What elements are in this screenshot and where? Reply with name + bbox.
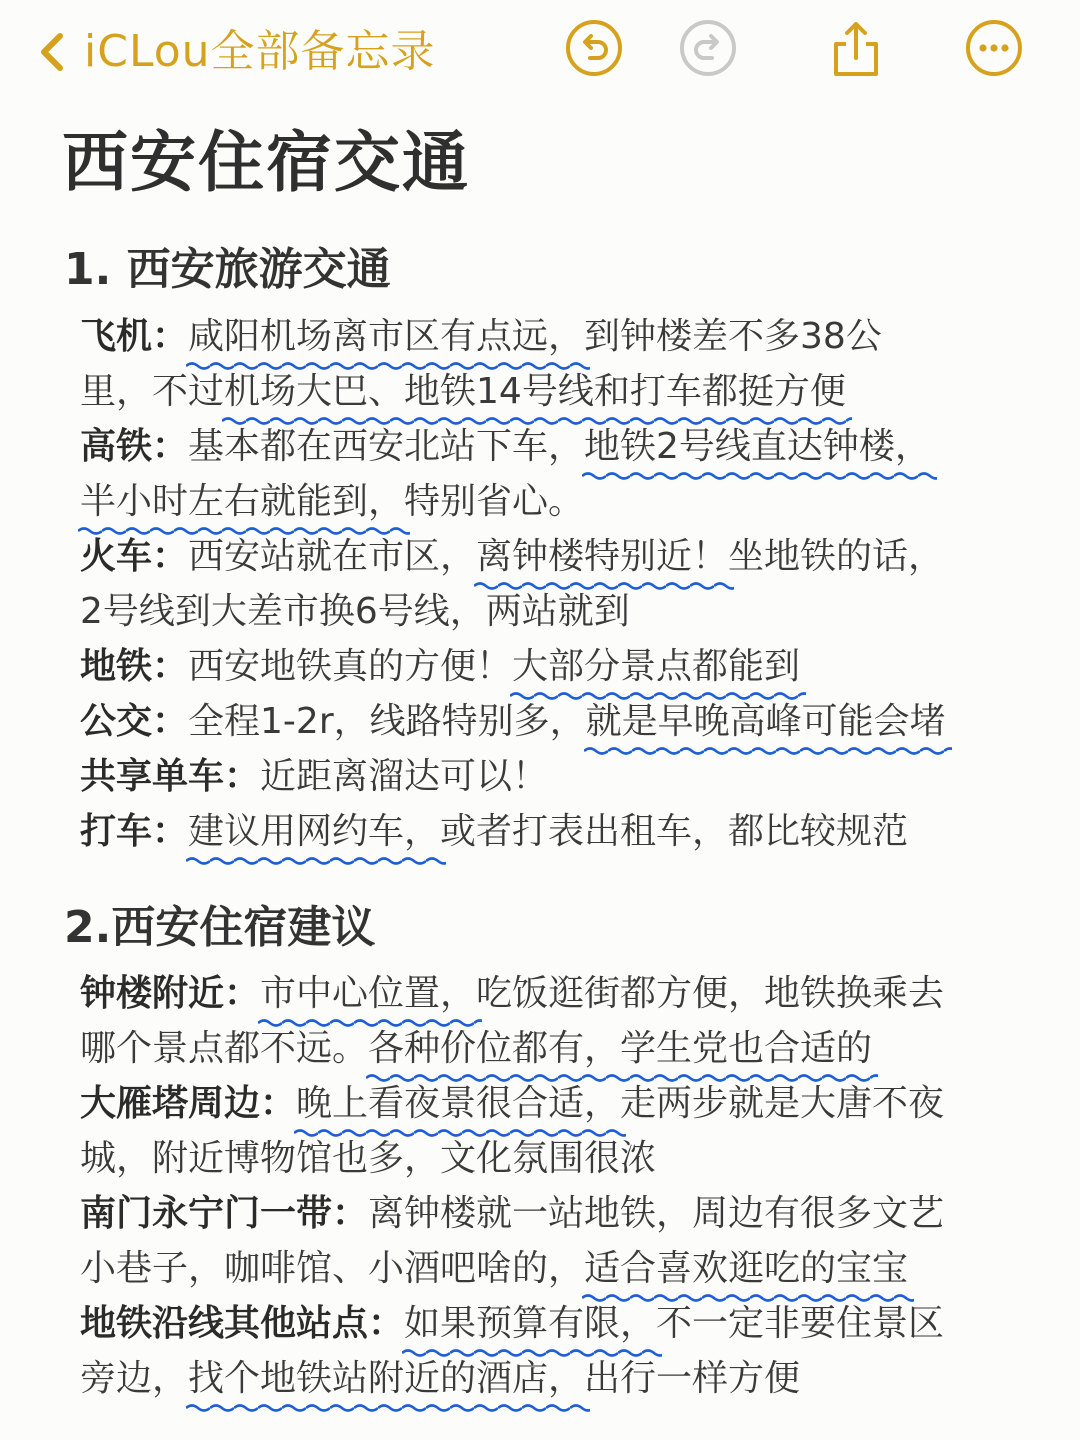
toolbar bbox=[0, 0, 1080, 110]
line-text: 出行一样方便 bbox=[584, 1358, 801, 1399]
line-label: 南门永宁门一带： bbox=[80, 1193, 369, 1234]
line-text: 吃饭逛街都方便，地铁换乘去 bbox=[476, 973, 945, 1014]
line-label: 火车： bbox=[80, 536, 189, 577]
note-line bbox=[80, 1080, 944, 1128]
underlined-text: 如果预算有限， bbox=[404, 1300, 656, 1348]
line-text: 西安站就在市区， bbox=[188, 536, 477, 577]
line-label: 地铁沿线其他站点： bbox=[80, 1303, 405, 1344]
underlined-text: 市中心位置， bbox=[260, 970, 476, 1018]
underlined-text: 咸阳机场离市区有点远， bbox=[188, 313, 584, 361]
note-line bbox=[80, 1355, 800, 1403]
line-text: 里，不过 bbox=[80, 371, 225, 412]
line-text: 特别省心。 bbox=[404, 481, 585, 522]
section-heading-lodging: 2.西安住宿建议 bbox=[64, 902, 376, 953]
note-line bbox=[80, 698, 946, 746]
note-title: 西安住宿交通 bbox=[62, 124, 470, 201]
chevron-left-icon bbox=[30, 22, 82, 82]
note-line bbox=[80, 808, 908, 856]
line-label: 高铁： bbox=[80, 426, 189, 467]
line-text: 离钟楼就一站地铁，周边有很多文艺 bbox=[368, 1193, 945, 1234]
note-line bbox=[80, 313, 882, 361]
line-label: 地铁： bbox=[80, 646, 189, 687]
underlined-text: 适合喜欢逛吃的宝宝 bbox=[584, 1245, 908, 1293]
underlined-text: 地铁2号线直达钟楼， bbox=[584, 423, 931, 471]
underlined-text: 离钟楼特别近！ bbox=[476, 533, 728, 581]
underlined-text: 就是早晚高峰可能会堵 bbox=[586, 698, 946, 746]
line-text: 坐地铁的话， bbox=[728, 536, 945, 577]
underlined-text: 找个地铁站附近的酒店， bbox=[188, 1355, 584, 1403]
line-text: 2号线到大差市换6号线，两站就到 bbox=[80, 591, 630, 632]
underlined-text: 建议用网约车， bbox=[188, 808, 440, 856]
note-line bbox=[80, 1190, 944, 1238]
redo-icon[interactable] bbox=[678, 18, 738, 78]
note-line bbox=[80, 1300, 944, 1348]
share-icon[interactable] bbox=[826, 18, 886, 78]
underlined-text: 半小时左右就能到， bbox=[80, 478, 404, 526]
underlined-text: 机场大巴、地铁14号线和打车都挺方便 bbox=[224, 368, 846, 416]
note-line bbox=[80, 368, 846, 416]
line-text: 走两步就是大唐不夜 bbox=[620, 1083, 945, 1124]
line-text: 基本都在西安北站下车， bbox=[188, 426, 585, 467]
note-line bbox=[80, 1135, 656, 1183]
line-text: 不一定非要住景区 bbox=[656, 1303, 945, 1344]
note-line bbox=[80, 588, 630, 636]
line-text: 西安地铁真的方便！ bbox=[188, 646, 513, 687]
underlined-text: 晚上看夜景很合适， bbox=[296, 1080, 620, 1128]
note-line bbox=[80, 533, 944, 581]
line-text: 旁边， bbox=[80, 1358, 189, 1399]
undo-icon[interactable] bbox=[564, 18, 624, 78]
line-text: 或者打表出租车，都比较规范 bbox=[440, 811, 909, 852]
back-label: iCLou全部备忘录 bbox=[84, 26, 436, 77]
section-heading-transport: 1. 西安旅游交通 bbox=[64, 244, 391, 295]
note-line bbox=[80, 643, 800, 691]
line-label: 钟楼附近： bbox=[80, 973, 261, 1014]
note-line bbox=[80, 478, 584, 526]
line-label: 打车： bbox=[80, 811, 189, 852]
underlined-text: 各种价位都有，学生党也合适的 bbox=[368, 1025, 872, 1073]
line-label: 飞机： bbox=[80, 316, 189, 357]
more-icon[interactable] bbox=[964, 18, 1024, 78]
note-line bbox=[80, 1245, 908, 1293]
line-label: 大雁塔周边： bbox=[80, 1083, 297, 1124]
line-label: 共享单车： bbox=[80, 756, 261, 797]
note-line bbox=[80, 423, 931, 471]
note-line bbox=[80, 753, 548, 801]
underlined-text: 大部分景点都能到 bbox=[512, 643, 800, 691]
line-text: 近距离溜达可以！ bbox=[260, 756, 549, 797]
back-button[interactable] bbox=[30, 22, 436, 82]
line-text: 小巷子，咖啡馆、小酒吧啥的， bbox=[80, 1248, 585, 1289]
line-text: 到钟楼差不多38公 bbox=[584, 316, 882, 357]
note-line bbox=[80, 1025, 872, 1073]
line-text: 城，附近博物馆也多，文化氛围很浓 bbox=[80, 1138, 657, 1179]
line-label: 公交： bbox=[80, 701, 189, 742]
line-text: 全程1-2r，线路特别多， bbox=[188, 701, 586, 742]
line-text: 哪个景点都不远。 bbox=[80, 1028, 369, 1069]
note-line bbox=[80, 970, 944, 1018]
